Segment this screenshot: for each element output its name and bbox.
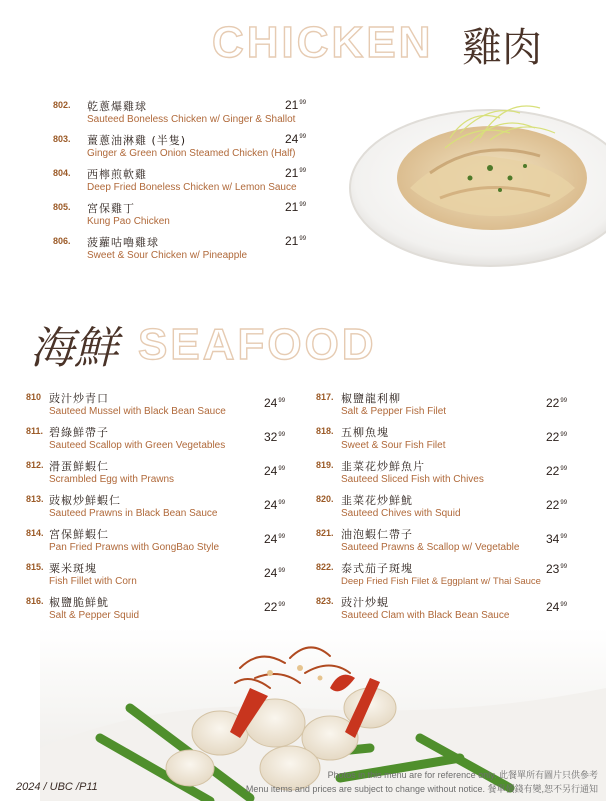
item-name-en: Salt & Pepper Fish Filet — [341, 406, 447, 417]
item-name-cn: 宮保雞丁 — [87, 202, 135, 215]
item-name-en: Salt & Pepper Squid — [49, 610, 140, 621]
item-name-en: Fish Fillet with Corn — [49, 576, 137, 587]
item-name-cn: 滑蛋鮮蝦仁 — [49, 460, 109, 473]
item-price: $34^{99}$ — [546, 532, 568, 546]
photo-disclaimer: Photos in this menu are for reference only. 此餐單所有圖片只供參考 — [327, 770, 598, 780]
item-price: $21^{99}$ — [285, 98, 307, 112]
item-number: 823. — [316, 596, 334, 606]
item-number: 815. — [26, 562, 44, 572]
item-price: $22^{99}$ — [546, 498, 568, 512]
item-number: 804. — [53, 168, 71, 178]
item-name-en: Sauteed Chives with Squid — [341, 508, 461, 519]
item-number: 816. — [26, 596, 44, 606]
item-name-cn: 碧綠鮮帶子 — [49, 426, 109, 439]
item-number: 818. — [316, 426, 334, 436]
item-price: $21^{99}$ — [285, 234, 307, 248]
item-price: $22^{99}$ — [546, 430, 568, 444]
item-name-en: Deep Fried Boneless Chicken w/ Lemon Sauce — [87, 182, 297, 193]
item-number: 817. — [316, 392, 334, 402]
chicken-dish-photo — [340, 78, 606, 270]
item-number: 813. — [26, 494, 44, 504]
item-number: 806. — [53, 236, 71, 246]
item-name-en: Ginger & Green Onion Steamed Chicken (Half) — [87, 148, 296, 159]
item-price: $22^{99}$ — [546, 396, 568, 410]
item-name-cn: 椒鹽龍利柳 — [341, 392, 401, 405]
item-number: 802. — [53, 100, 71, 110]
item-name-en: Sauteed Scallop with Green Vegetables — [49, 440, 226, 451]
item-name-en: Sauteed Prawns & Scallop w/ Vegetable — [341, 542, 520, 553]
item-price: $24^{99}$ — [264, 464, 286, 478]
item-price: $21^{99}$ — [285, 200, 307, 214]
chicken-title-cn: 雞肉 — [462, 25, 542, 71]
item-name-en: Sauteed Boneless Chicken w/ Ginger & Shallot — [87, 114, 296, 125]
item-price: $24^{99}$ — [285, 132, 307, 146]
item-name-cn: 豉汁炒蜆 — [341, 596, 389, 609]
item-number: 821. — [316, 528, 334, 538]
item-name-en: Sauteed Mussel with Black Bean Sauce — [49, 406, 226, 417]
item-name-en: Sweet & Sour Chicken w/ Pineapple — [87, 250, 248, 261]
item-price: $22^{99}$ — [264, 600, 286, 614]
item-name-cn: 油泡蝦仁帶子 — [341, 528, 413, 541]
item-number: 810 — [26, 392, 42, 402]
item-name-cn: 泰式茄子斑塊 — [341, 562, 413, 575]
item-name-cn: 西檸煎軟雞 — [87, 168, 147, 181]
item-name-cn: 豉椒炒鮮蝦仁 — [49, 494, 121, 507]
chicken-title-en: CHICKEN — [212, 18, 434, 67]
price-disclaimer: Menu items and prices are subject to change without notice. 餐單價錢有變,恕不另行通知 — [245, 784, 598, 794]
item-name-en: Sauteed Clam with Black Bean Sauce — [341, 610, 510, 621]
item-number: 814. — [26, 528, 44, 538]
item-number: 820. — [316, 494, 334, 504]
item-number: 805. — [53, 202, 71, 212]
item-name-en: Sweet & Sour Fish Filet — [341, 440, 446, 451]
item-number: 819. — [316, 460, 334, 470]
item-name-cn: 韭菜花炒鮮魚片 — [341, 460, 425, 473]
item-price: $24^{99}$ — [264, 566, 286, 580]
item-price: $23^{99}$ — [546, 562, 568, 576]
item-name-en: Scrambled Egg with Prawns — [49, 474, 175, 485]
seafood-title-cn: 海鮮 — [30, 323, 118, 374]
seafood-title-en: SEAFOOD — [138, 320, 377, 369]
item-number: 811. — [26, 426, 44, 436]
item-name-en: Deep Fried Fish Filet & Eggplant w/ Thai Sauce — [341, 576, 541, 587]
item-price: $32^{99}$ — [264, 430, 286, 444]
item-name-cn: 豉汁炒青口 — [49, 392, 109, 405]
item-number: 803. — [53, 134, 71, 144]
item-name-cn: 五柳魚塊 — [341, 426, 389, 439]
item-price: $24^{99}$ — [546, 600, 568, 614]
item-price: $24^{99}$ — [264, 498, 286, 512]
item-price: $22^{99}$ — [546, 464, 568, 478]
page-reference: 2024 / UBC /P11 — [16, 781, 98, 793]
item-name-cn: 宮保鮮蝦仁 — [49, 528, 109, 541]
item-name-cn: 粟米斑塊 — [49, 562, 97, 575]
item-name-en: Pan Fried Prawns with GongBao Style — [49, 542, 220, 553]
item-price: $21^{99}$ — [285, 166, 307, 180]
item-name-en: Sauteed Sliced Fish with Chives — [341, 474, 484, 485]
item-number: 812. — [26, 460, 44, 470]
item-price: $24^{99}$ — [264, 532, 286, 546]
item-name-cn: 韭菜花炒鮮魷 — [341, 494, 413, 507]
item-price: $24^{99}$ — [264, 396, 286, 410]
item-name-cn: 椒鹽脆鮮魷 — [49, 596, 109, 609]
item-name-cn: 薑蔥油淋雞 (半隻) — [87, 134, 187, 147]
item-number: 822. — [316, 562, 334, 572]
item-name-cn: 菠蘿咕嚕雞球 — [87, 236, 159, 249]
item-name-cn: 乾蔥爆雞球 — [87, 100, 147, 113]
item-name-en: Kung Pao Chicken — [87, 216, 170, 227]
item-name-en: Sauteed Prawns in Black Bean Sauce — [49, 508, 218, 519]
